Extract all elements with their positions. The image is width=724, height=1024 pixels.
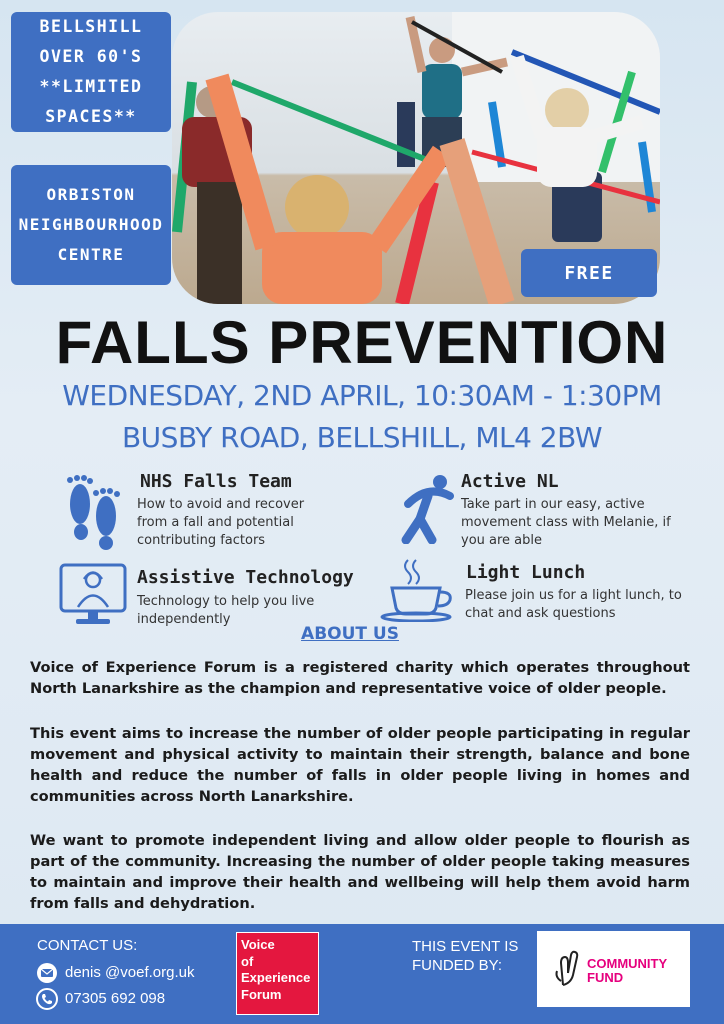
event-address: BUSBY ROAD, BELLSHILL, ML4 2BW <box>121 421 603 454</box>
age-info-box <box>11 12 171 132</box>
venue-box-line: CENTRE <box>57 245 125 264</box>
contact-email[interactable]: denis @voef.org.uk <box>65 964 195 981</box>
event-date-time: WEDNESDAY, 2ND APRIL, 10:30AM - 1:30PM <box>62 379 662 412</box>
age-box-line: **LIMITED <box>39 77 143 96</box>
funded-by-label: THIS EVENT IS FUNDED BY: <box>412 938 519 974</box>
age-box-line: BELLSHILL <box>39 17 143 36</box>
feature-description: Please join us for a light lunch, to chat and ask questions <box>465 588 682 621</box>
coffee-cup-icon <box>378 556 462 622</box>
crossed-fingers-icon <box>553 949 583 989</box>
computer-user-icon <box>58 562 128 630</box>
feature-description: How to avoid and recover from a fall and potential contributing factors <box>137 497 305 548</box>
feature-title: Assistive Technology <box>137 567 354 588</box>
stretching-person-icon <box>398 474 458 544</box>
feature-description: Take part in our easy, active movement class with Melanie, if you are able <box>461 497 671 548</box>
fund-logo-line: COMMUNITY <box>587 956 668 971</box>
free-badge <box>521 249 657 297</box>
venue-info-box <box>11 165 171 285</box>
age-box-line: OVER 60'S <box>39 47 143 66</box>
about-paragraph: We want to promote independent living and allow older people to flourish as part of the community. Increasing the number of older people taking measures to maintain and improve their health and wellbeing will help them avoid harm from falls and dehydration. <box>30 832 690 912</box>
free-label: FREE <box>564 262 614 284</box>
email-icon <box>36 962 58 984</box>
age-box-line: SPACES** <box>45 107 137 126</box>
about-paragraph: Voice of Experience Forum is a registered charity which operates throughout North Lanarkshire as the champion and representative voice of older people. <box>30 659 690 697</box>
footprints-icon <box>62 474 124 550</box>
venue-box-line: NEIGHBOURHOOD <box>18 215 164 234</box>
contact-label: CONTACT US: <box>37 937 138 954</box>
about-paragraph: This event aims to increase the number of older people participating in regular movement and physical activity to maintain their strength, balance and bone health and reduce the number of falls in older people living in homes and communities across North Lanarkshire. <box>30 725 690 805</box>
venue-box-line: ORBISTON <box>46 185 136 204</box>
community-fund-logo <box>537 931 690 1007</box>
feature-title: Light Lunch <box>466 562 586 583</box>
about-us-heading: ABOUT US <box>301 624 399 644</box>
voef-logo: Voice of Experience Forum <box>236 932 319 1015</box>
feature-description: Technology to help you live independently <box>137 594 315 627</box>
feature-title: NHS Falls Team <box>140 471 292 492</box>
fund-logo-line: FUND <box>587 970 624 985</box>
feature-title: Active NL <box>461 471 559 492</box>
page-title: FALLS PREVENTION <box>55 309 669 376</box>
phone-icon <box>36 988 58 1010</box>
contact-phone[interactable]: 07305 692 098 <box>65 990 166 1007</box>
footer <box>0 924 724 1024</box>
